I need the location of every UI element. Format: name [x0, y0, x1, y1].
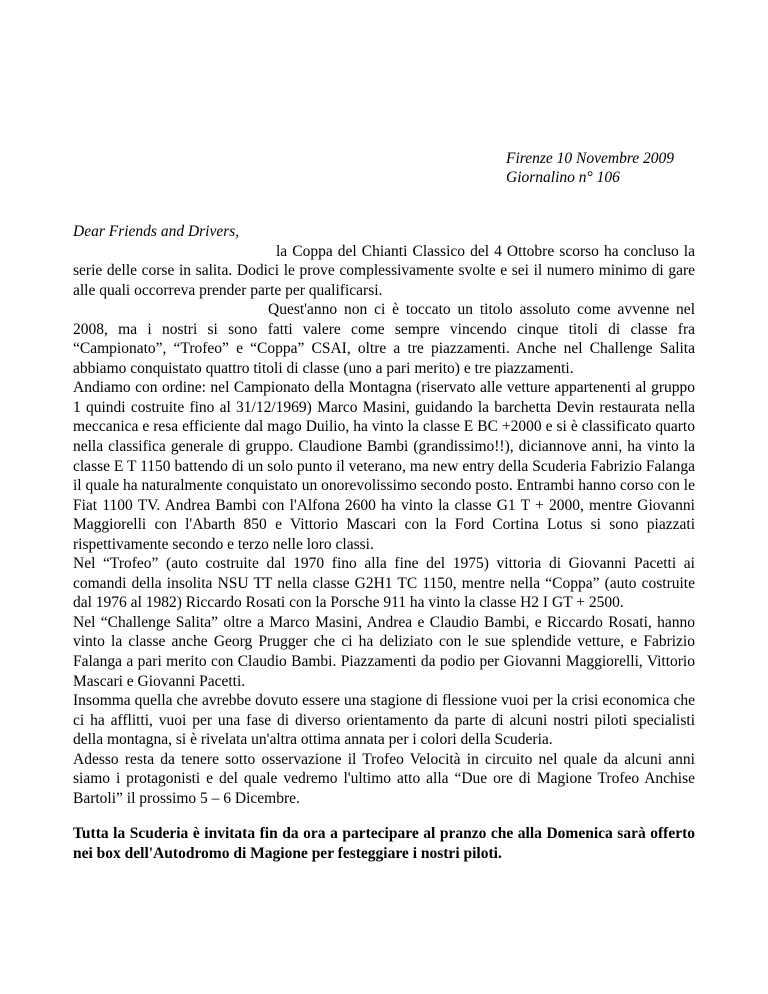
paragraph-6: Insomma quella che avrebbe dovuto essere una stagione di flessione vuoi per la crisi economica che ci ha afflitti, vuoi per una fase di diverso orientamento da parte di alcuni nostri piloti specialisti della montagna, si è rivelata un'altra ottima annata per i colori della Scuderia. [73, 692, 695, 749]
letter-header [506, 149, 674, 187]
paragraph-5: Nel “Challenge Salita” oltre a Marco Masini, Andrea e Claudio Bambi, e Riccardo Rosati, hanno vinto la classe anche Georg Prugger che ci ha deliziato con le sue splendide vetture, e Fabrizio Falanga a pari merito con Claudio Bambi. Piazzamenti da podio per Giovanni Maggiorelli, Vittorio Mascari e Giovanni Pacetti. [73, 613, 695, 690]
issue-number: Giornalino n° 106 [506, 169, 620, 186]
salutation: Dear Friends and Drivers, [73, 223, 240, 240]
paragraph-3: Andiamo con ordine: nel Campionato della Montagna (riservato alle vetture appartenenti al gruppo 1 quindi costruite fino al 31/12/1969) Marco Masini, guidando la barchetta Devin restaurata nella meccanica e resa efficiente dal mago Duilio, ha vinto la classe E BC +2000 e si è classificato quarto nella classifica generale di gruppo. Claudione Bambi (grandissimo!!), diciannove anni, ha vinto la classe E T 1150 battendo di un solo punto il veterano, ma new entry della Scuderia Fabrizio Falanga il quale ha naturalmente conquistato un onorevolissimo secondo posto. Entrambi hanno corso con le Fiat 1100 TV. Andrea Bambi con l'Alfona 2600 ha vinto la classe G1 T + 2000, mentre Giovanni Maggiorelli con l'Abarth 850 e Vittorio Mascari con la Ford Cortina Lotus si sono piazzati rispettivamente secondo e terzo nelle loro classi. [73, 379, 695, 553]
paragraph-4: Nel “Trofeo” (auto costruite dal 1970 fino alla fine del 1975) vittoria di Giovanni Pacetti ai comandi della insolita NSU TT nella classe G2H1 TC 1150, mentre nella “Coppa” (auto costruite dal 1976 al 1982) Riccardo Rosati con la Porsche 911 ha vinto la classe H2 I GT + 2500. [73, 555, 695, 612]
paragraph-2: Quest'anno non ci è toccato un titolo assoluto come avvenne nel 2008, ma i nostri si sono fatti valere come sempre vincendo cinque titoli di classe fra “Campionato”, “Trofeo” e “Coppa” CSAI, oltre a tre piazzamenti. Anche nel Challenge Salita abbiamo conquistato quattro titoli di classe (uno a pari merito) e tre piazzamenti. [73, 301, 695, 377]
paragraph-1: la Coppa del Chianti Classico del 4 Ottobre scorso ha concluso la serie delle corse in salita. Dodici le prove complessivamente svolte e sei il numero minimo di gare alle quali occorreva prender parte per qualificarsi. [73, 242, 695, 299]
letter-body [73, 222, 695, 864]
place-date: Firenze 10 Novembre 2009 [506, 150, 675, 167]
paragraph-7: Adesso resta da tenere sotto osservazione il Trofeo Velocità in circuito nel quale da alcuni anni siamo i protagonisti e del quale vedremo l'ultimo atto alla “Due ore di Magione Trofeo Anchise Bartoli” il prossimo 5 – 6 Dicembre. [73, 750, 695, 807]
closing-invitation: Tutta la Scuderia è invitata fin da ora a partecipare al pranzo che alla Domenica sarà offerto nei box dell'Autodromo di Magione per festeggiare i nostri piloti. [73, 825, 695, 862]
